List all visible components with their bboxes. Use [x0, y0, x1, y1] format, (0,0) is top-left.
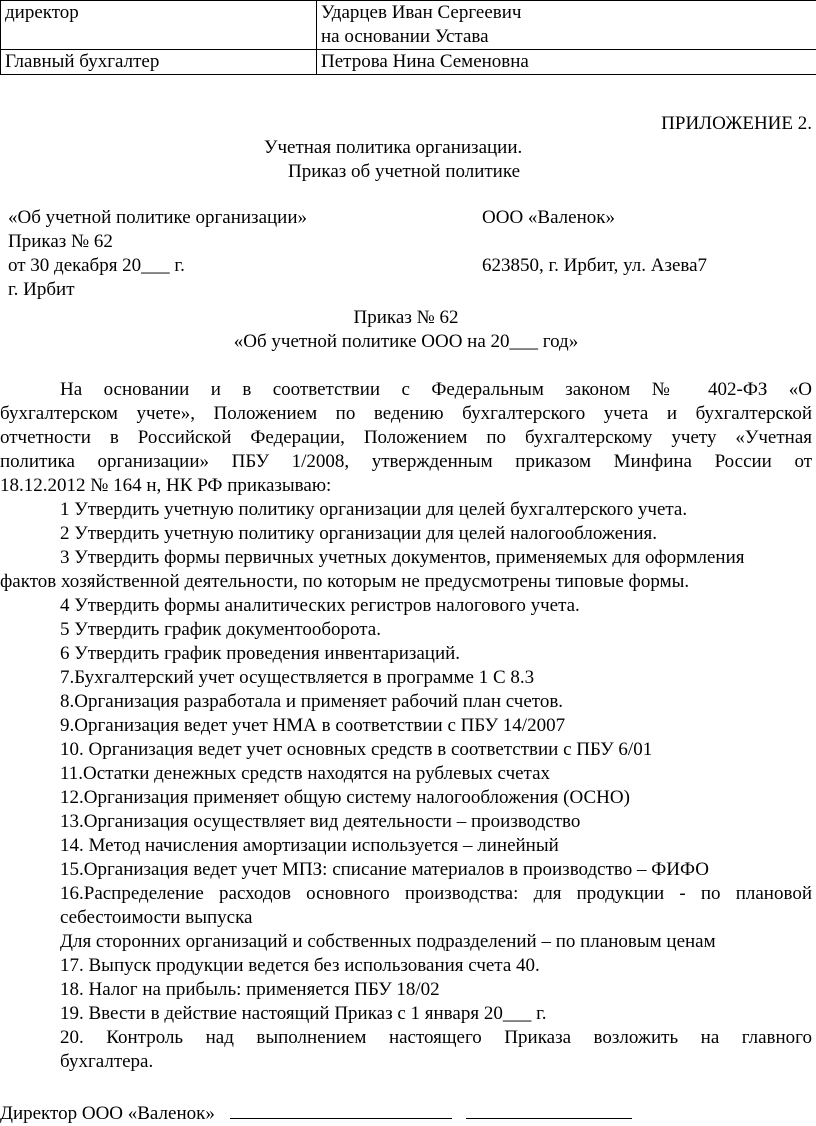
- name-cell: [317, 1, 816, 50]
- appendix-label: ПРИЛОЖЕНИЕ 2.: [661, 113, 812, 134]
- list-item: 14. Метод начисления амортизации используется – линейный: [60, 835, 559, 856]
- list-item: себестоимости выпуска: [60, 907, 253, 928]
- director-signature: [0, 1100, 632, 1126]
- header-right-1: ООО «Валенок»: [482, 207, 615, 228]
- signature-underline: [230, 1100, 452, 1119]
- header-left-4: г. Ирбит: [8, 279, 75, 300]
- header-left-2: Приказ № 62: [8, 231, 113, 252]
- list-item: 19. Ввести в действие настоящий Приказ с 1 января 20___ г.: [60, 1003, 547, 1024]
- role-cell: Главный бухгалтер: [1, 50, 317, 75]
- preamble-line: 18.12.2012 № 164 н, НК РФ приказываю:: [0, 475, 332, 496]
- preamble-line: бухгалтерском учете», Положением по ведению бухгалтерского учета и бухгалтерской: [0, 403, 812, 424]
- preamble-line: На основании и в соответствии с Федеральным законом № 402-ФЗ «О: [60, 379, 812, 400]
- basis-line: на основании Устава: [321, 26, 489, 47]
- order-title: Приказ № 62: [353, 307, 459, 328]
- list-item: 7.Бухгалтерский учет осуществляется в программе 1 С 8.3: [60, 667, 535, 688]
- signature-row-accountant: [1, 50, 816, 75]
- list-item: 11.Остатки денежных средств находятся на рублевых счетах: [60, 763, 551, 784]
- list-item: 17. Выпуск продукции ведется без использования счета 40.: [60, 955, 540, 976]
- list-item: 13.Организация осуществляет вид деятельности – производство: [60, 811, 581, 832]
- list-item: 12.Организация применяет общую систему налогообложения (ОСНО): [60, 787, 630, 808]
- signature-row-director: [1, 1, 816, 50]
- list-item: 4 Утвердить формы аналитических регистров налогового учета.: [60, 595, 580, 616]
- list-item: 2 Утвердить учетную политику организации для целей налогообложения.: [60, 523, 657, 544]
- preamble-line: отчетности в Российской Федерации, Положением по бухгалтерскому учету «Учетная: [0, 427, 812, 448]
- order-subtitle: «Об учетной политике ООО на 20___ год»: [233, 331, 579, 352]
- list-item: 18. Налог на прибыль: применяется ПБУ 18/02: [60, 979, 440, 1000]
- signatures-table: [0, 0, 816, 75]
- list-item: бухгалтера.: [60, 1051, 154, 1072]
- list-item: 16.Распределение расходов основного производства: для продукции - по плановой: [60, 883, 812, 904]
- order-body: [0, 378, 812, 1074]
- list-item: 6 Утвердить график проведения инвентаризаций.: [60, 643, 461, 664]
- list-item: фактов хозяйственной деятельности, по которым не предусмотрены типовые формы.: [0, 571, 690, 592]
- name-cell: Петрова Нина Семеновна: [317, 50, 816, 75]
- list-item: 15.Организация ведет учет МПЗ: списание материалов в производство – ФИФО: [60, 859, 709, 880]
- list-item: 20. Контроль над выполнением настоящего Приказа возложить на главного: [60, 1027, 812, 1048]
- name-line: Ударцев Иван Сергеевич: [321, 2, 522, 23]
- role-cell: директор: [1, 1, 317, 50]
- list-item: Для сторонних организаций и собственных подразделений – по плановым ценам: [60, 931, 716, 952]
- header-left-1: «Об учетной политике организации»: [8, 207, 307, 228]
- list-item: 9.Организация ведет учет НМА в соответствии с ПБУ 14/2007: [60, 715, 566, 736]
- list-item: 5 Утвердить график документооборота.: [60, 619, 381, 640]
- order-header: [8, 206, 808, 302]
- title-line-1: Учетная политика организации.: [264, 137, 523, 158]
- header-right-3: 623850, г. Ирбит, ул. Азева7: [482, 255, 708, 276]
- list-item: 1 Утвердить учетную политику организации для целей бухгалтерского учета.: [60, 499, 688, 520]
- signature-name-underline: [466, 1100, 632, 1119]
- title-line-2: Приказ об учетной политике: [288, 161, 521, 182]
- list-item: 10. Организация ведет учет основных средств в соответствии с ПБУ 6/01: [60, 739, 653, 760]
- signature-label: Директор ООО «Валенок»: [0, 1103, 215, 1124]
- list-item: 8.Организация разработала и применяет рабочий план счетов.: [60, 691, 564, 712]
- preamble-line: политика организации» ПБУ 1/2008, утвержденным приказом Минфина России от: [0, 451, 812, 472]
- header-left-3: от 30 декабря 20___ г.: [8, 255, 185, 276]
- list-item: 3 Утвердить формы первичных учетных документов, применяемых для оформления: [60, 547, 745, 568]
